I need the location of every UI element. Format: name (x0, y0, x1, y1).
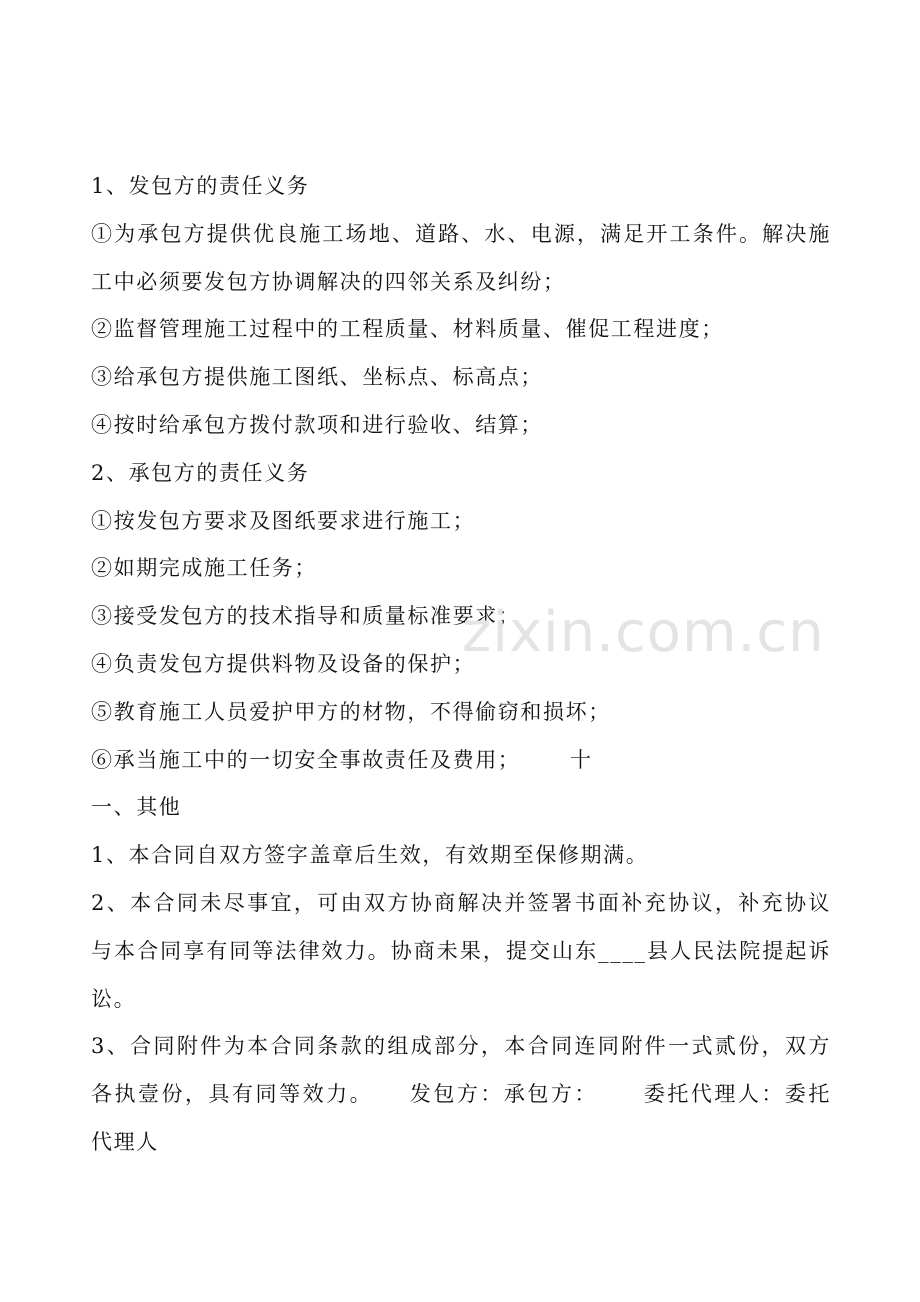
section-heading-other: 一、其他 (91, 795, 182, 820)
watermark: zixin.com.cn (462, 600, 825, 665)
paragraph-line: ②监督管理施工过程中的工程质量、材料质量、催促工程进度； (91, 317, 724, 342)
paragraph-line: ①为承包方提供优良施工场地、道路、水、电源，满足开工条件。解决施 (91, 221, 831, 246)
paragraph-line: ④负责发包方提供料物及设备的保护； (91, 651, 476, 676)
paragraph-line: ①按发包方要求及图纸要求进行施工； (91, 508, 476, 533)
section-heading-contractor-duties: 2、承包方的责任义务 (91, 460, 310, 485)
paragraph-line: 2、本合同未尽事宜，可由双方协商解决并签署书面补充协议，补充协议 (91, 890, 831, 915)
paragraph-line: 1、本合同自双方签字盖章后生效，有效期至保修期满。 (91, 843, 649, 868)
paragraph-line: ⑤教育施工人员爱护甲方的材物，不得偷窃和损坏； (91, 699, 611, 724)
signature-line: 各执壹份，具有同等效力。 发包方：承包方： 委托代理人：委托 (91, 1082, 831, 1107)
paragraph-line: ③接受发包方的技术指导和质量标准要求； (91, 604, 521, 629)
paragraph-line: ②如期完成施工任务； (91, 556, 317, 581)
paragraph-line: 讼。 (91, 986, 137, 1011)
paragraph-line: ③给承包方提供施工图纸、坐标点、标高点； (91, 365, 543, 390)
paragraph-line: 工中必须要发包方协调解决的四邻关系及纠纷； (91, 269, 566, 294)
paragraph-line: 与本合同享有同等法律效力。协商未果，提交山东____县人民法院提起诉 (91, 938, 831, 963)
paragraph-line: 3、合同附件为本合同条款的组成部分，本合同连同附件一式贰份，双方 (91, 1034, 831, 1059)
section-heading-employer-duties: 1、发包方的责任义务 (91, 174, 310, 198)
signature-line: 代理人 (91, 1129, 159, 1154)
paragraph-line: ⑥承当施工中的一切安全事故责任及费用； 十 (91, 747, 593, 772)
paragraph-line: ④按时给承包方拨付款项和进行验收、结算； (91, 412, 543, 437)
